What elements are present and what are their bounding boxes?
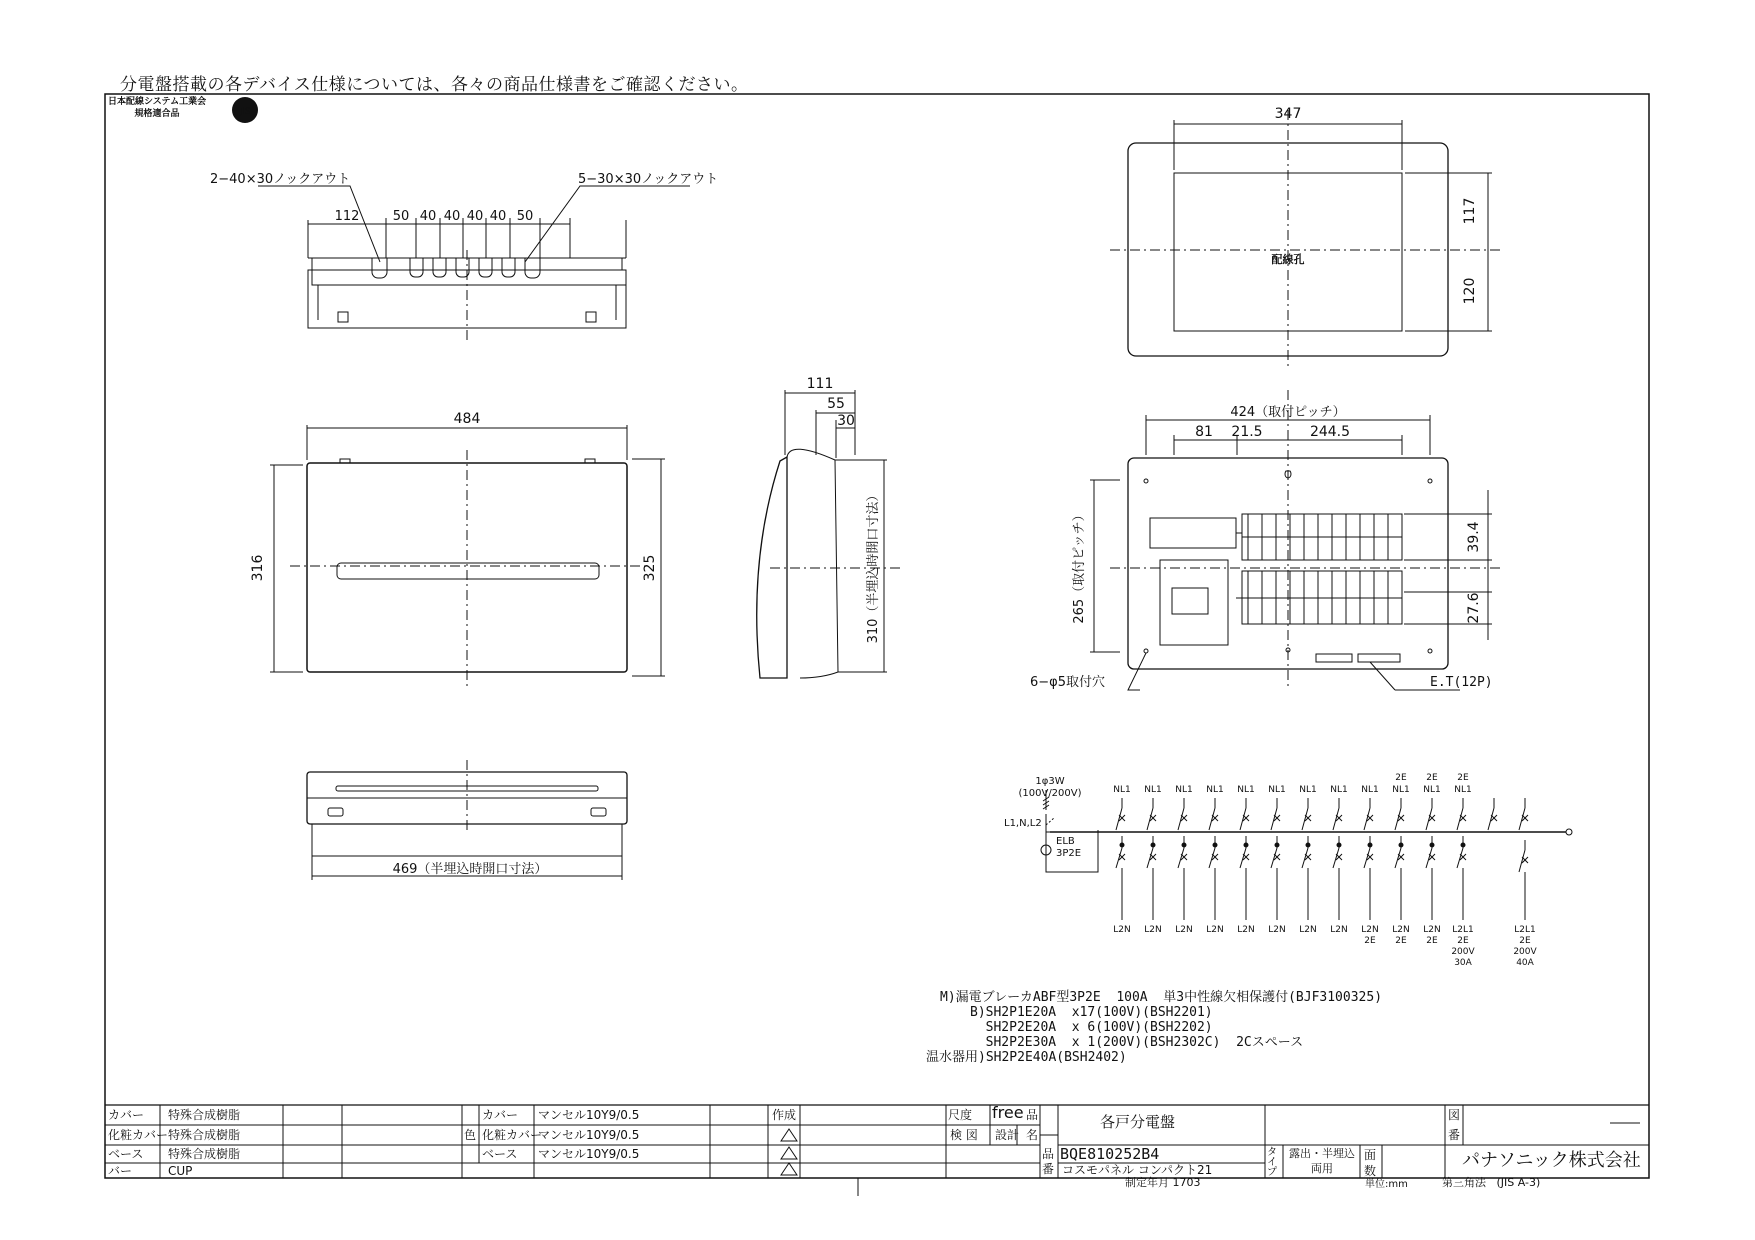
branch-bottom-label: L2N: [1330, 925, 1348, 935]
branch-bottom-sub: 2E: [1364, 936, 1376, 946]
company-name: パナソニック株式会社: [1462, 1150, 1641, 1171]
front-view: [270, 425, 665, 690]
mount-holes-label: 6−φ5取付穴: [1030, 675, 1106, 690]
check-label: 検 図: [950, 1128, 978, 1142]
branch-bottom-label: L2N: [1237, 925, 1255, 935]
projection-label: 第三角法 (JIS A-3): [1442, 1176, 1541, 1189]
branch-bottom-sub: 2E: [1457, 936, 1469, 946]
branch-top-label: NL1: [1423, 785, 1441, 795]
unit-label: 単位:mm: [1365, 1179, 1408, 1190]
color-part-2: 化粧カバー: [482, 1128, 543, 1142]
supply-label: 1φ3W: [1035, 776, 1065, 787]
branch-200v-label: 200V: [1451, 947, 1475, 957]
inner-vpitch-label: 265（取付ピッチ）: [1072, 508, 1087, 624]
design-label: 設計: [995, 1128, 1020, 1142]
material-value-2: 特殊合成樹脂: [168, 1128, 241, 1142]
branch-bottom-label: L2N: [1268, 925, 1286, 935]
color-label: 色: [464, 1128, 477, 1142]
branch-circuits: [1116, 798, 1528, 920]
branch-top-label: NL1: [1454, 785, 1472, 795]
dim-40-d: 40: [489, 209, 507, 224]
branch-top-label: NL1: [1268, 785, 1286, 795]
jis-label-line-2: 規格適合品: [134, 109, 180, 119]
front-width-label: 484: [453, 411, 481, 427]
branch-bottom-sub: 2E: [1395, 936, 1407, 946]
front-handle: [337, 563, 599, 579]
spec-line-1: M)漏電ブレーカABF型3P2E 100A 単3中性線欠相保護付(BJF3100325): [940, 990, 1383, 1005]
rear-view: [1110, 110, 1500, 370]
header-note: 分電盤搭載の各デバイス仕様については、各々の商品仕様書をご確認ください。: [120, 75, 749, 95]
color-part-3: ベース: [482, 1147, 518, 1161]
wiring-labels: [1113, 773, 1537, 968]
bottom-opening-label: 469（半埋込時開口寸法）: [392, 862, 548, 877]
type-label: タイプ: [1267, 1147, 1277, 1178]
color-value-1: マンセル10Y9/0.5: [538, 1108, 640, 1122]
elb-type-label: 3P2E: [1056, 848, 1082, 859]
scale-value: free: [992, 1103, 1024, 1122]
hin-label-2: 品: [1042, 1147, 1055, 1161]
hin-label: 品: [1026, 1108, 1039, 1122]
branch-bottom-label: L2N: [1423, 925, 1441, 935]
terminal-label: E.T(12P): [1430, 675, 1493, 690]
front-height-left-label: 316: [250, 554, 266, 582]
date-label: 制定年月 1703: [1125, 1176, 1201, 1189]
type-value: 露出・半埋込両用: [1289, 1147, 1355, 1175]
rear-hole-label: 配線孔: [1271, 253, 1305, 266]
jis-mark-icon: [232, 97, 258, 123]
branch-2e-label: 2E: [1426, 773, 1438, 783]
branch-bottom-label: L2N: [1299, 925, 1317, 935]
spec-line-2: B)SH2P1E20A x17(100V)(BSH2201): [970, 1005, 1213, 1020]
inner-394-label: 39.4: [1466, 521, 1482, 553]
branch-bottom-label: L2N: [1392, 925, 1410, 935]
branch-bottom-label: L2L1: [1514, 925, 1536, 935]
rear-width-label: 347: [1274, 106, 1302, 122]
branch-2e-label: 2E: [1457, 773, 1469, 783]
material-part-4: バー: [108, 1164, 133, 1178]
wiring-diagram: [1041, 790, 1572, 872]
side-depth-label: 111: [806, 376, 834, 392]
side-opening-label: 310（半埋込時開口寸法）: [866, 488, 881, 644]
spec-line-3: SH2P2E20A x 6(100V)(BSH2202): [970, 1020, 1213, 1035]
ban2-label: 番: [1448, 1128, 1461, 1142]
inner-2445-label: 244.5: [1309, 424, 1351, 440]
inner-pitch-label: 424（取付ピッチ）: [1230, 405, 1346, 420]
branch-top-label: NL1: [1299, 785, 1317, 795]
dim-40-b: 40: [443, 209, 461, 224]
product-name: 各戸分電盤: [1100, 1113, 1176, 1131]
zu-label: 図: [1448, 1108, 1461, 1122]
color-value-3: マンセル10Y9/0.5: [538, 1147, 640, 1161]
title-block: [105, 1105, 1649, 1178]
branch-bottom-label: L2N: [1175, 925, 1193, 935]
dim-112: 112: [334, 209, 360, 224]
rear-upper-label: 117: [1462, 197, 1478, 225]
material-value-3: 特殊合成樹脂: [168, 1147, 241, 1161]
material-value-1: 特殊合成樹脂: [168, 1108, 241, 1122]
side-55-label: 55: [827, 396, 845, 412]
material-part-2: 化粧カバー: [108, 1128, 169, 1142]
inner-276-label: 27.6: [1466, 592, 1482, 624]
input-label: L1,N,L2: [1004, 818, 1042, 829]
elb-label: ELB: [1056, 836, 1075, 847]
branch-bottom-label: L2N: [1361, 925, 1379, 935]
made-label: 作成: [772, 1108, 797, 1122]
front-height-right-label: 325: [642, 554, 658, 582]
dim-40-a: 40: [419, 209, 437, 224]
knockout-left-label: 2−40×30ノックアウト: [210, 172, 351, 187]
dim-40-c: 40: [466, 209, 484, 224]
branch-amp-label: 40A: [1516, 958, 1534, 968]
series-name: コスモパネル コンパクト21: [1062, 1163, 1213, 1177]
spec-line-4: SH2P2E30A x 1(200V)(BSH2302C) 2Cスペース: [970, 1035, 1304, 1050]
spec-line-5: 温水器用)SH2P2E40A(BSH2402): [926, 1050, 1127, 1065]
branch-top-label: NL1: [1361, 785, 1379, 795]
material-value-4: CUP: [168, 1164, 193, 1178]
branch-bottom-sub: 2E: [1519, 936, 1531, 946]
revision-triangles: [781, 1129, 797, 1175]
color-value-2: マンセル10Y9/0.5: [538, 1128, 640, 1142]
jis-label-line-1: 日本配線システム工業会: [108, 97, 207, 107]
inner-view: [1090, 390, 1500, 690]
branch-amp-label: 30A: [1454, 958, 1472, 968]
material-part-3: ベース: [108, 1147, 144, 1161]
suu-label: 数: [1364, 1164, 1377, 1178]
branch-bottom-label: L2N: [1113, 925, 1131, 935]
branch-top-label: NL1: [1175, 785, 1193, 795]
dim-50-a: 50: [392, 209, 410, 224]
ban-label: 番: [1042, 1162, 1055, 1176]
color-part-1: カバー: [482, 1108, 519, 1122]
inner-215-label: 21.5: [1231, 424, 1263, 440]
branch-top-label: NL1: [1144, 785, 1162, 795]
branch-top-label: NL1: [1113, 785, 1131, 795]
branch-bottom-label: L2L1: [1452, 925, 1474, 935]
branch-200v-label: 200V: [1513, 947, 1537, 957]
voltage-label: (100V/200V): [1018, 788, 1082, 799]
branch-top-label: NL1: [1330, 785, 1348, 795]
model-number: BQE810252B4: [1060, 1145, 1160, 1163]
branch-bottom-sub: 2E: [1426, 936, 1438, 946]
branch-top-label: NL1: [1206, 785, 1224, 795]
rear-lower-label: 120: [1462, 277, 1478, 305]
branch-2e-label: 2E: [1395, 773, 1407, 783]
mei-label: 名: [1026, 1128, 1039, 1142]
knockout-right-label: 5−30×30ノックアウト: [578, 172, 719, 187]
dim-50-b: 50: [516, 209, 534, 224]
branch-bottom-label: L2N: [1206, 925, 1224, 935]
branch-top-label: NL1: [1237, 785, 1255, 795]
inner-81-label: 81: [1195, 424, 1213, 440]
svg-text:JIS: JIS: [239, 107, 251, 117]
material-part-1: カバー: [108, 1108, 145, 1122]
side-30-label: 30: [837, 413, 855, 429]
scale-label: 尺度: [948, 1108, 973, 1122]
branch-bottom-label: L2N: [1144, 925, 1162, 935]
branch-top-label: NL1: [1392, 785, 1410, 795]
men-label: 面: [1364, 1148, 1377, 1162]
